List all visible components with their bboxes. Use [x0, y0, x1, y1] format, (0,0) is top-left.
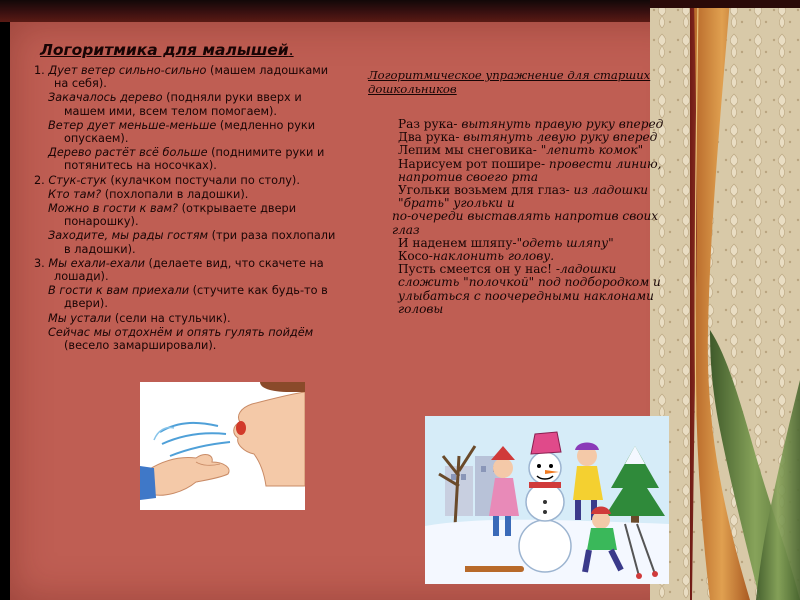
item-instruction: (три раза похлопали в ладошки). [64, 229, 336, 256]
left-text-block [28, 40, 338, 353]
item-phrase: Стук-стук [48, 173, 107, 187]
verse-action: "лепить комок" [540, 143, 644, 158]
item-number: 2. [34, 173, 49, 187]
right-verse-line [362, 263, 667, 316]
item-instruction: (похлопали в ладошки). [101, 187, 249, 201]
verse-action: вытянуть левую руку вперед [463, 130, 658, 145]
item-instruction: (делаете вид, что скачете на лошади). [54, 256, 324, 284]
verse-action: ладошки сложить "полочкой" под подбородком и улыбаться с поочередными наклонами головы [398, 262, 661, 316]
left-list-item [28, 64, 338, 90]
decorative-drapes [650, 0, 800, 600]
verse-action: провести линию, напротив своего рта [398, 156, 662, 184]
item-instruction: (весело замаршировали). [64, 339, 217, 353]
item-instruction: (поднимите руки и потянитесь на носочках). [64, 146, 325, 173]
verse-text: И наденем шляпу- [398, 235, 517, 250]
verse-action: наклонить голову. [432, 249, 555, 264]
left-list-item [28, 188, 338, 201]
left-list-item [28, 229, 338, 255]
verse-action: по-очереди выставлять напротив своих глаз [392, 209, 659, 237]
right-list [362, 118, 667, 316]
verse-text: Пусть смеется он у нас! - [398, 262, 560, 277]
right-verse-line [362, 158, 667, 184]
item-instruction: (подняли руки вверх и машем ими, всем телом помогаем). [64, 91, 302, 118]
blowing-hand-illustration [140, 382, 305, 510]
item-instruction: (стучите как будь-то в двери). [64, 284, 328, 311]
left-list [28, 64, 338, 352]
left-title: Логоритмика для малышей. [40, 41, 294, 59]
left-list-item [28, 257, 338, 283]
left-list-item [28, 284, 338, 310]
item-instruction: (открываете двери понарошку). [64, 202, 297, 229]
item-number: 1. [34, 64, 49, 77]
left-list-item [28, 91, 338, 117]
item-phrase: Кто там? [48, 187, 102, 201]
item-phrase: Ветер дует меньше-меньше [48, 118, 217, 132]
right-text-block [362, 68, 667, 316]
verse-action: вытянуть правую руку вперед [461, 117, 664, 131]
verse-action: из ладошки "брать" угольки и [398, 183, 649, 211]
right-verse-line [362, 184, 667, 210]
left-list-item [28, 146, 338, 172]
right-verse-line [362, 210, 667, 236]
item-instruction: (машем ладошками на себя). [54, 64, 329, 91]
item-phrase: В гости к вам приехали [48, 284, 190, 298]
left-list-item [28, 174, 338, 187]
item-instruction: (медленно руки опускаем). [64, 118, 316, 146]
item-phrase: Мы устали [48, 311, 112, 325]
item-instruction: (кулачком постучали по столу). [106, 173, 300, 187]
item-phrase: Сейчас мы отдохнём и опять гулять пойдём [48, 325, 314, 339]
item-instruction: (сели на стульчик). [111, 311, 231, 325]
item-phrase: Закачалось дерево [48, 91, 163, 105]
item-phrase: Можно в гости к вам? [48, 202, 179, 216]
item-phrase: Дует ветер сильно-сильно [48, 64, 207, 77]
left-list-item [28, 202, 338, 228]
snowman-children-illustration [425, 416, 669, 584]
left-list-item [28, 326, 338, 352]
verse-text: Раз рука- [398, 117, 462, 131]
verse-text: Нарисуем рот пошире- [398, 156, 549, 171]
item-number: 3. [34, 256, 49, 270]
verse-text: Два рука- [398, 130, 464, 145]
item-phrase: Заходите, мы рады гостям [48, 229, 209, 243]
item-phrase: Мы ехали-ехали [48, 256, 145, 270]
verse-action: "одеть шляпу" [516, 235, 614, 250]
item-phrase: Дерево растёт всё больше [48, 146, 208, 160]
verse-text: Косо- [398, 249, 433, 264]
right-title: Логоритмическое упражнение для старших дошкольников [368, 68, 651, 96]
verse-text: Лепим мы снеговика- [398, 143, 541, 158]
left-list-item [28, 119, 338, 145]
left-list-item [28, 312, 338, 325]
verse-text: Угольки возьмем для глаз- [398, 183, 574, 198]
